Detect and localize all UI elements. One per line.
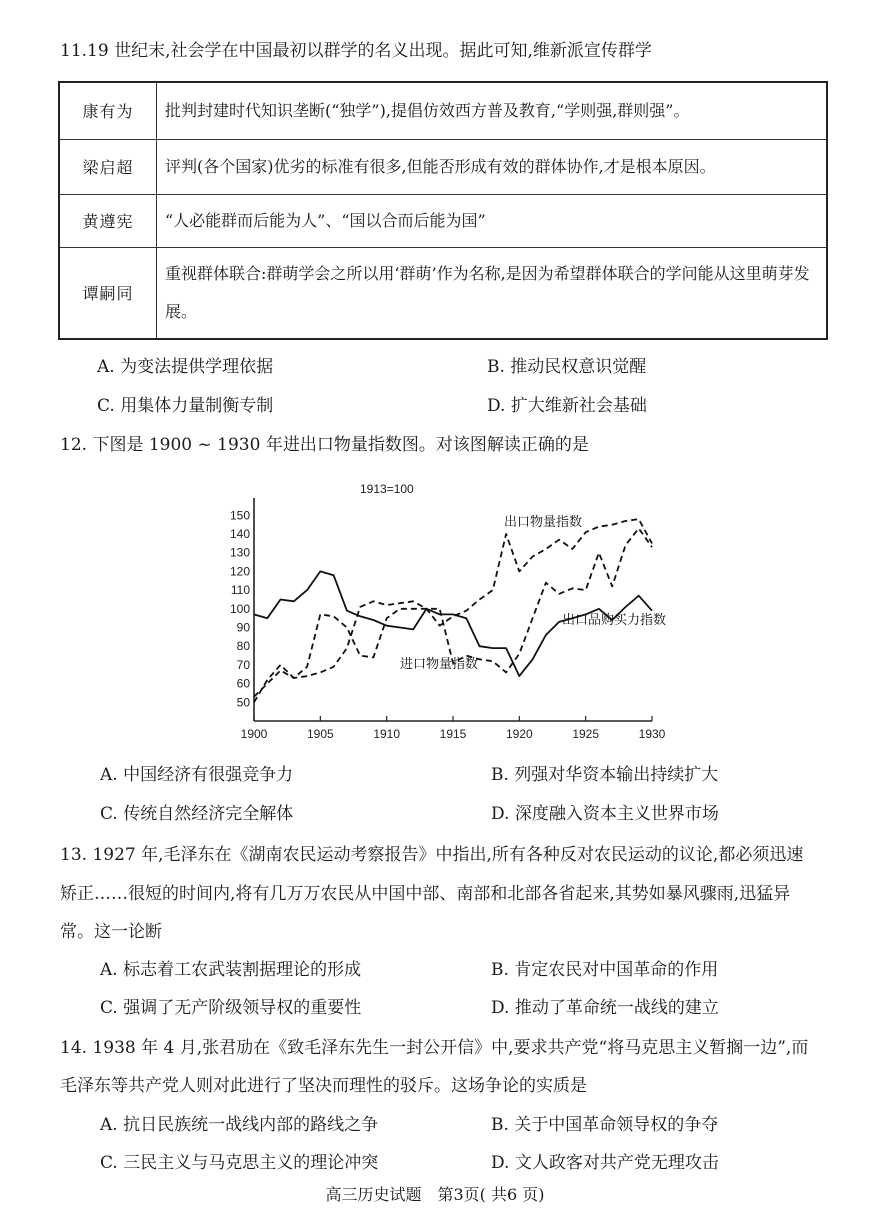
series-label-0: 出口品购买力指数 [562, 613, 667, 628]
q13-stem-line: 常。这一论断 [60, 922, 162, 942]
q11-row-text: “人必能群而后能为人”、“国以合而后能为国” [157, 194, 828, 247]
x-tick-label: 1910 [373, 727, 401, 741]
q11-option-a: A. 为变法提供学理依据 [97, 357, 274, 377]
y-tick-label: 120 [229, 564, 250, 579]
q14-stem-line: 毛泽东等共产党人则对此进行了坚决而理性的驳斥。这场争论的实质是 [60, 1076, 587, 1096]
q11-row-text: 评判(各个国家)优劣的标准有很多,但能否形成有效的群体协作,才是根本原因。 [157, 139, 828, 194]
q11-row-text: 批判封建时代知识垄断(“独学”),提倡仿效西方普及教育,“学则强,群则强”。 [157, 82, 828, 139]
x-tick-label: 1925 [572, 727, 600, 741]
q14-option-c: C. 三民主义与马克思主义的理论冲突 [100, 1153, 379, 1173]
q12-option-a: A. 中国经济有很强竞争力 [100, 765, 294, 785]
y-tick-label: 90 [236, 620, 250, 635]
q13-stem-line: 矫正……很短的时间内,将有几万万农民从中国中部、南部和北部各省起来,其势如暴风骤雨,迅猛异 [60, 884, 791, 904]
x-tick-label: 1920 [505, 727, 533, 741]
q14-option-b: B. 关于中国革命领导权的争夺 [491, 1115, 719, 1135]
x-tick-label: 1915 [439, 727, 467, 741]
y-tick-label: 150 [229, 508, 250, 523]
q11-table [58, 81, 828, 340]
q14-stem-line: 14. 1938 年 4 月,张君劢在《致毛泽东先生一封公开信》中,要求共产党“将马克思主义暂搁一边”,而 [60, 1038, 809, 1058]
q12-option-c: C. 传统自然经济完全解体 [100, 804, 294, 824]
q11-option-b: B. 推动民权意识觉醒 [487, 357, 647, 377]
x-tick-label: 1900 [240, 727, 268, 741]
q13-option-d: D. 推动了革命统一战线的建立 [491, 998, 719, 1018]
q11-row-text: 重视群体联合:群萌学会之所以用‘群萌’作为名称,是因为希望群体联合的学问能从这里萌芽发展。 [157, 247, 828, 339]
q11-row-name: 康有为 [59, 82, 157, 139]
series-label-1: 出口物量指数 [504, 515, 583, 530]
q11-option-d: D. 扩大维新社会基础 [487, 396, 647, 416]
q12-option-d: D. 深度融入资本主义世界市场 [491, 804, 719, 824]
y-tick-label: 80 [236, 639, 250, 654]
q14-option-d: D. 文人政客对共产党无理攻击 [491, 1153, 719, 1173]
y-tick-label: 130 [229, 545, 250, 560]
index-chart [210, 476, 690, 751]
y-tick-label: 140 [229, 527, 250, 542]
y-tick-label: 70 [236, 657, 250, 672]
q13-option-b: B. 肯定农民对中国革命的作用 [491, 960, 719, 980]
y-tick-label: 60 [236, 676, 250, 691]
q11-row-name: 梁启超 [59, 139, 157, 194]
q13-option-c: C. 强调了无产阶级领导权的重要性 [100, 998, 362, 1018]
y-tick-label: 100 [229, 601, 250, 616]
q14-option-a: A. 抗日民族统一战线内部的路线之争 [100, 1115, 379, 1135]
q12-option-b: B. 列强对华资本输出持续扩大 [491, 765, 719, 785]
q13-option-a: A. 标志着工农武装割据理论的形成 [100, 960, 362, 980]
chart-title: 1913=100 [360, 482, 414, 496]
q11-stem: 11.19 世纪末,社会学在中国最初以群学的名义出现。据此可知,维新派宣传群学 [60, 41, 652, 61]
q13-stem-line: 13. 1927 年,毛泽东在《湖南农民运动考察报告》中指出,所有各种反对农民运动的议论,都必须迅速 [60, 845, 804, 865]
index-chart-svg [210, 476, 690, 751]
y-tick-label: 50 [236, 695, 250, 710]
q12-stem: 12. 下图是 1900 ~ 1930 年进出口物量指数图。对该图解读正确的是 [60, 435, 589, 455]
series-label-2: 进口物量指数 [400, 657, 479, 672]
page-footer: 高三历史试题 第3页( 共6 页) [325, 1185, 545, 1204]
q11-option-c: C. 用集体力量制衡专制 [97, 396, 274, 416]
q11-row-name: 黄遵宪 [59, 194, 157, 247]
y-tick-label: 110 [230, 583, 250, 598]
q11-row-name: 谭嗣同 [59, 247, 157, 339]
x-tick-label: 1905 [306, 727, 334, 741]
x-tick-label: 1930 [638, 727, 666, 741]
